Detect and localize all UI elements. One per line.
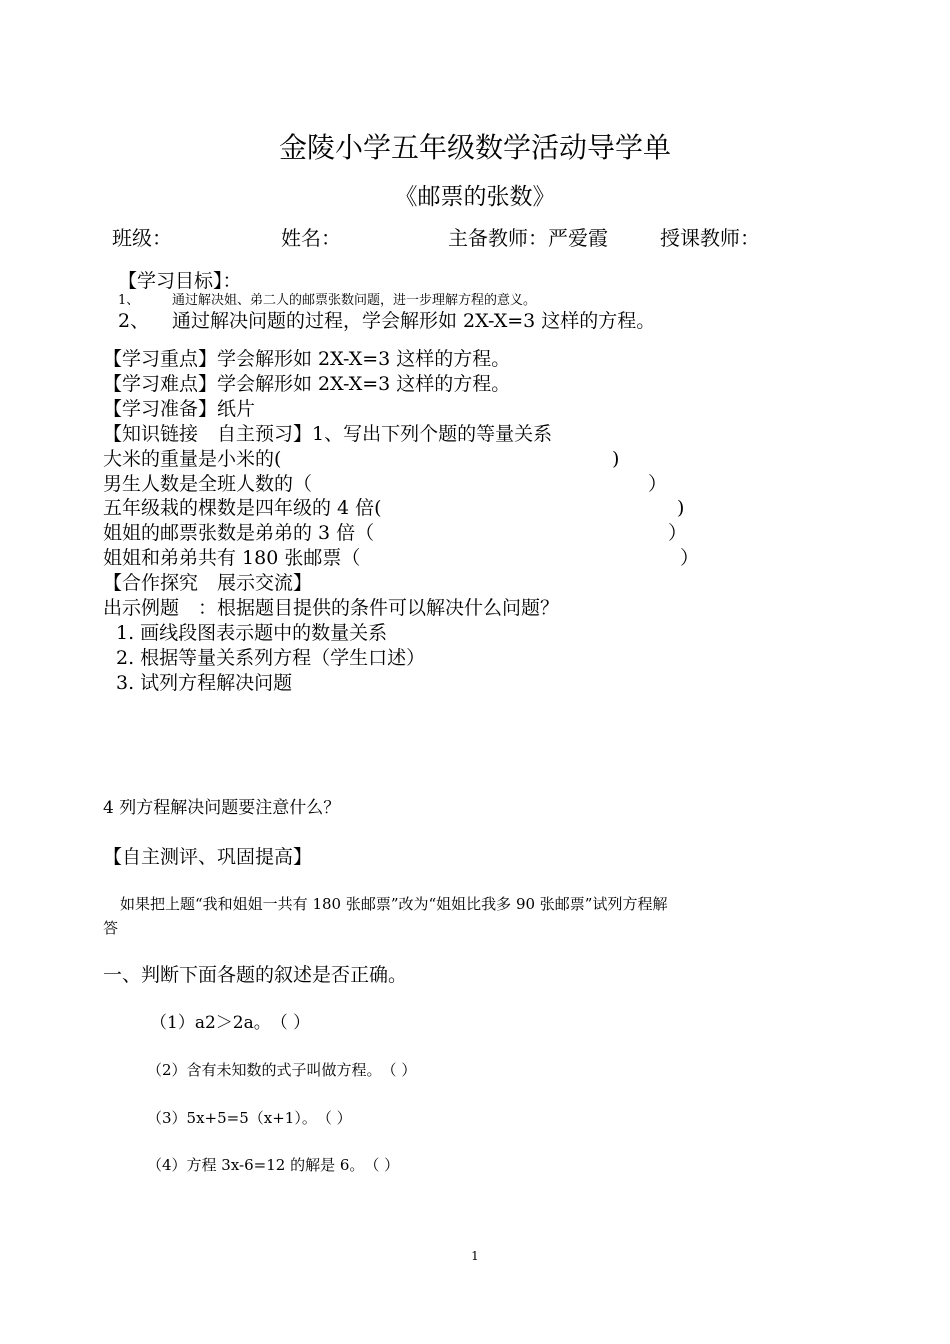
difficulty: 【学习难点】学会解形如 2X-X=3 这样的方程。 [103,373,511,395]
step-item: 3. 试列方程解决问题 [116,672,293,694]
judge-item: （4）方程 3x-6=12 的解是 6。 （ ） [147,1156,400,1174]
judge-heading: 一、判断下面各题的叙述是否正确。 [103,964,408,986]
relation-close: ) [677,497,685,519]
example-line: 出示例题 ：根据题目提供的条件可以解决什么问题？ [103,597,560,619]
relation-text: 男生人数是全班人数的（ [103,473,313,495]
teacher-label: 授课教师： [660,226,760,250]
relation-close: ） [648,473,668,495]
relation-text: 姐姐和弟弟共有 180 张邮票（ [103,547,361,569]
judge-item: （2）含有未知数的式子叫做方程。 （ ） [147,1061,417,1079]
goal-1-text: 通过解决姐、弟二人的邮票张数问题，进一步理解方程的意义。 [172,293,537,308]
relation-text: 姐姐的邮票张数是弟弟的 3 倍（ [103,522,375,544]
relation-line [103,524,374,543]
relation-line [103,475,312,494]
goals-heading: 【学习目标】： [118,270,242,292]
judge-item: （1）a2＞2a。 （ ） [150,1013,311,1033]
step-item: 2. 根据等量关系列方程（学生口述） [116,647,426,669]
key-point: 【学习重点】学会解形如 2X-X=3 这样的方程。 [103,348,511,370]
relation-line [103,549,360,568]
relation-text: 五年级栽的棵数是四年级的 4 倍( [103,497,382,519]
relation-close: ) [612,448,620,470]
selftest-paragraph-line1: 如果把上题“我和姐姐一共有 180 张邮票”改为“姐姐比我多 90 张邮票”试列方程解 [120,895,668,913]
class-label: 班级： [112,226,172,250]
relation-text: 大米的重量是小米的( [103,448,282,470]
relation-line [103,450,281,469]
step-item: 1. 画线段图表示题中的数量关系 [116,622,388,644]
preview-heading: 【知识链接 自主预习】1、写出下列个题的等量关系 [103,423,553,445]
step-4: 4 列方程解决问题要注意什么？ [103,798,341,818]
name-label: 姓名： [281,226,341,250]
goal-2-text: 通过解决问题的过程，学会解形如 2X-X=3 这样的方程。 [172,310,656,332]
goal-1-number: 1、 [118,293,140,308]
goal-2-number: 2、 [118,310,150,332]
preparation: 【学习准备】纸片 [103,398,256,420]
coop-heading: 【合作探究 展示交流】 [103,572,313,594]
lead-teacher: 主备教师：严爱霞 [448,226,608,250]
selftest-heading: 【自主测评、巩固提高】 [103,846,313,868]
selftest-paragraph-line2: 答 [103,919,119,937]
page-number: 1 [471,1249,479,1263]
judge-item: （3）5x+5=5（x+1）。 （ ） [147,1109,352,1127]
document-title: 金陵小学五年级数学活动导学单 [278,131,671,164]
relation-close: ） [680,547,700,569]
relation-line [103,499,382,518]
relation-close: ） [668,522,688,544]
document-subtitle: 《邮票的张数》 [394,184,556,210]
